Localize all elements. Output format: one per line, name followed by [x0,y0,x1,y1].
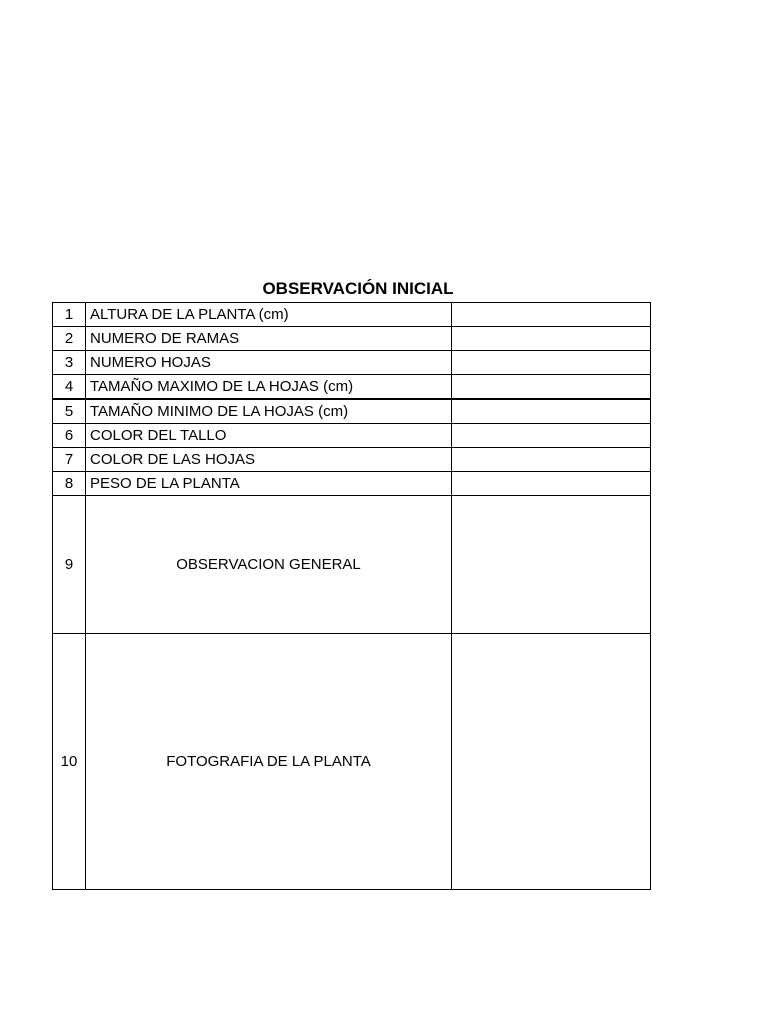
table-row [53,351,651,375]
row-number: 2 [53,327,86,351]
table-row [53,424,651,448]
table-row [53,303,651,327]
row-label: ALTURA DE LA PLANTA (cm) [86,303,452,327]
row-value-cell[interactable] [452,375,651,400]
row-number: 7 [53,448,86,472]
row-value-cell[interactable] [452,327,651,351]
row-label: COLOR DEL TALLO [86,424,452,448]
table-row [53,448,651,472]
row-label: NUMERO DE RAMAS [86,327,452,351]
row-number: 6 [53,424,86,448]
row-value-cell[interactable] [452,634,651,890]
row-label: TAMAÑO MINIMO DE LA HOJAS (cm) [86,399,452,424]
table-row [53,634,651,890]
observation-table [52,302,651,890]
row-number: 1 [53,303,86,327]
row-value-cell[interactable] [452,351,651,375]
table-row [53,327,651,351]
row-number: 10 [53,634,86,890]
row-label: PESO DE LA PLANTA [86,472,452,496]
table-row [53,399,651,424]
row-value-cell[interactable] [452,496,651,634]
page-title: OBSERVACIÓN INICIAL [262,279,454,298]
table-row [53,375,651,400]
row-label: FOTOGRAFIA DE LA PLANTA [86,634,452,890]
row-value-cell[interactable] [452,303,651,327]
row-value-cell[interactable] [452,399,651,424]
row-number: 3 [53,351,86,375]
row-label: COLOR DE LAS HOJAS [86,448,452,472]
row-value-cell[interactable] [452,448,651,472]
row-number: 5 [53,399,86,424]
row-label: OBSERVACION GENERAL [86,496,452,634]
row-label: NUMERO HOJAS [86,351,452,375]
table-row [53,472,651,496]
row-number: 4 [53,375,86,400]
row-value-cell[interactable] [452,472,651,496]
row-label: TAMAÑO MAXIMO DE LA HOJAS (cm) [86,375,452,400]
row-number: 8 [53,472,86,496]
table-row [53,496,651,634]
row-value-cell[interactable] [452,424,651,448]
row-number: 9 [53,496,86,634]
